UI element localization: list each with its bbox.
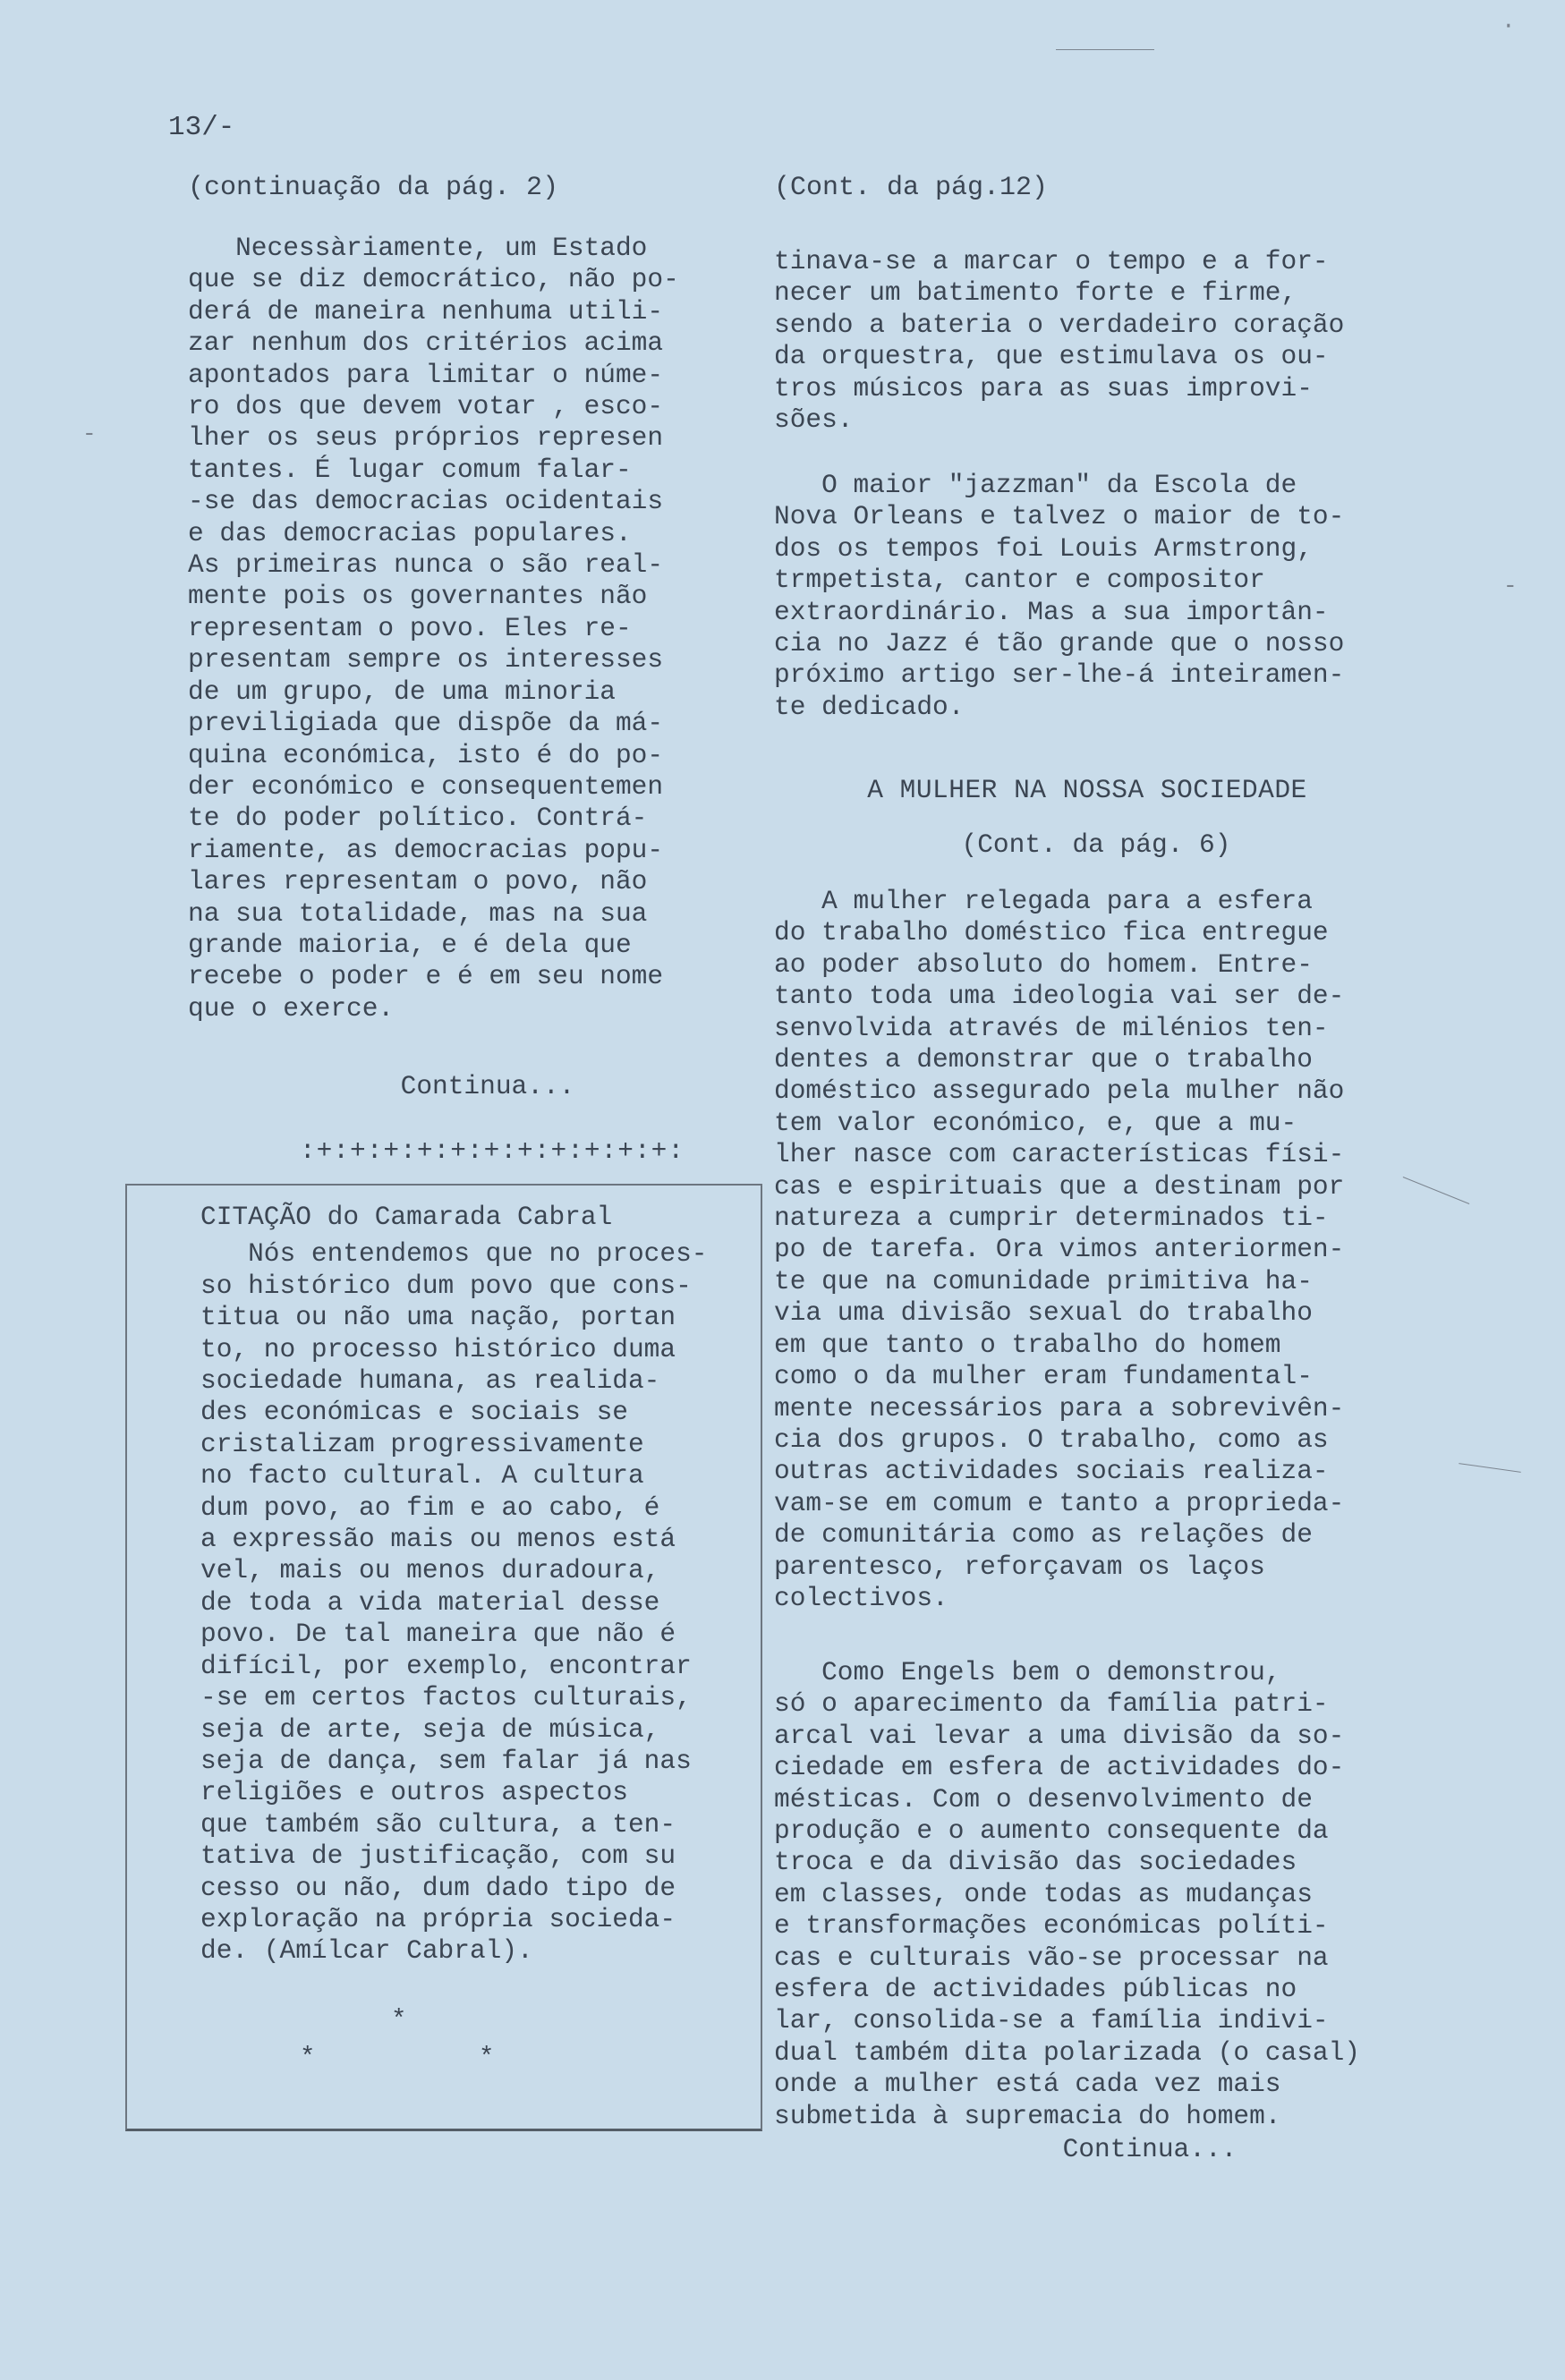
- text-line: do trabalho doméstico fica entregue: [774, 917, 1329, 948]
- quote-line: to, no processo histórico duma: [200, 1333, 676, 1364]
- text-line: Como Engels bem o demonstrou,: [774, 1657, 1281, 1687]
- text-line: Nova Orleans e talvez o maior de to-: [774, 501, 1345, 532]
- jazz-paragraph-2: [774, 470, 1454, 723]
- quote-line: -se em certos factos culturais,: [200, 1682, 692, 1713]
- text-line: extraordinário. Mas a sua importân-: [774, 596, 1329, 627]
- text-line: próximo artigo ser-lhe-á inteiramen-: [774, 659, 1345, 691]
- text-line: Necessàriamente, um Estado: [188, 233, 648, 263]
- text-line: grande maioria, e é dela que: [188, 929, 632, 960]
- text-line: ao poder absoluto do homem. Entre-: [774, 948, 1313, 980]
- text-line: via uma divisão sexual do trabalho: [774, 1297, 1313, 1329]
- text-line: arcal vai levar a uma divisão da so-: [774, 1720, 1345, 1751]
- text-line: mésticas. Com o desenvolvimento de: [774, 1783, 1313, 1815]
- right-margin-mark: -: [1503, 573, 1518, 599]
- text-line: que o exerce.: [188, 992, 395, 1024]
- quote-line: religiões e outros aspectos: [200, 1777, 628, 1808]
- text-line: mente pois os governantes não: [188, 581, 648, 612]
- text-line: te que na comunidade primitiva ha-: [774, 1265, 1313, 1296]
- text-line: A mulher relegada para a esfera: [774, 886, 1313, 916]
- text-line: te do poder político. Contrá-: [188, 803, 648, 834]
- text-line: As primeiras nunca o são real-: [188, 549, 664, 581]
- text-line: doméstico assegurado pela mulher não: [774, 1075, 1345, 1107]
- quote-line: des económicas e sociais se: [200, 1397, 628, 1428]
- quote-line: no facto cultural. A cultura: [200, 1460, 644, 1492]
- text-line: dual também dita polarizada (o casal): [774, 2036, 1361, 2068]
- text-line: colectivos.: [774, 1582, 948, 1613]
- text-line: quina económica, isto é do po-: [188, 739, 664, 770]
- quote-line: difícil, por exemplo, encontrar: [200, 1650, 692, 1681]
- right-continua: [774, 2133, 1400, 2165]
- top-margin-mark: [1056, 49, 1154, 50]
- jazz-text-1: [774, 246, 1454, 436]
- text-line: ro dos que devem votar , esco-: [188, 391, 664, 422]
- jazz-text-2: [774, 470, 1454, 723]
- text-line: necer um batimento forte e firme,: [774, 277, 1297, 309]
- jazz-paragraph-1: [774, 246, 1454, 436]
- quote-line: que também são cultura, a ten-: [200, 1808, 676, 1840]
- text-line: presentam sempre os interesses: [188, 644, 664, 676]
- quote-line: exploração na própria socieda-: [200, 1903, 676, 1934]
- text-line: submetida à supremacia do homem.: [774, 2100, 1281, 2131]
- text-line: previligiada que dispõe da má-: [188, 708, 664, 739]
- text-line: em que tanto o trabalho do homem: [774, 1329, 1281, 1360]
- quote-line: dum povo, ao fim e ao cabo, é: [200, 1492, 660, 1523]
- text-line: em classes, onde todas as mudanças: [774, 1878, 1313, 1909]
- text-line: riamente, as democracias popu-: [188, 834, 664, 865]
- quote-line: cesso ou não, dum dado tipo de: [200, 1872, 676, 1903]
- left-continuation-ref: [188, 172, 761, 204]
- text-line: tros músicos para as suas improvi-: [774, 372, 1313, 404]
- text-line: derá de maneira nenhuma utili-: [188, 295, 664, 327]
- text-line: ciedade em esfera de actividades do-: [774, 1752, 1345, 1783]
- text-line: da orquestra, que estimulava os ou-: [774, 341, 1329, 372]
- text-line: vam-se em comum e tanto a proprieda-: [774, 1487, 1345, 1518]
- text-line: como o da mulher eram fundamental-: [774, 1361, 1313, 1392]
- quote-line: cristalizam progressivamente: [200, 1428, 644, 1459]
- quote-line: tativa de justificação, com su: [200, 1840, 676, 1872]
- page-number: 13/-: [168, 112, 235, 143]
- star-top: *: [391, 2005, 407, 2035]
- text-line: der económico e consequentemen: [188, 770, 664, 802]
- text-line: po de tarefa. Ora vimos anteriormen-: [774, 1234, 1345, 1265]
- text-line: de comunitária como as relações de: [774, 1519, 1313, 1551]
- text-line: que se diz democrático, não po-: [188, 264, 679, 295]
- continuation-reference: (continuação da pág. 2): [188, 173, 559, 203]
- text-line: apontados para limitar o núme-: [188, 359, 664, 390]
- continua-label: Continua...: [1062, 2134, 1238, 2164]
- text-line: e das democracias populares.: [188, 517, 632, 548]
- text-line: lher os seus próprios represen: [188, 422, 664, 454]
- continuation-reference: (Cont. da pág.12): [774, 173, 1049, 203]
- text-line: lares representam o povo, não: [188, 866, 648, 897]
- text-line: senvolvida através de milénios ten-: [774, 1012, 1329, 1043]
- quote-line: de toda a vida material desse: [200, 1586, 660, 1618]
- article-paragraph-2: [774, 1657, 1454, 2132]
- text-line: sões.: [774, 404, 854, 436]
- text-line: -se das democracias ocidentais: [188, 486, 664, 517]
- left-margin-mark: -: [82, 421, 97, 447]
- quote-line: a expressão mais ou menos está: [200, 1524, 676, 1555]
- text-line: cia dos grupos. O trabalho, como as: [774, 1424, 1329, 1455]
- text-line: esfera de actividades públicas no: [774, 1974, 1297, 2005]
- quote-line: seja de arte, seja de música,: [200, 1713, 660, 1745]
- left-separator: [188, 1135, 761, 1167]
- quote-line: de. (Amílcar Cabral).: [200, 1935, 533, 1967]
- text-line: tem valor económico, e, que a mu-: [774, 1107, 1297, 1138]
- text-line: representam o povo. Eles re-: [188, 612, 632, 643]
- article-title: A MULHER NA NOSSA SOCIEDADE: [867, 775, 1307, 805]
- left-continua: [188, 1070, 761, 1102]
- article-paragraph-1: [774, 886, 1454, 1614]
- text-line: natureza a cumprir determinados ti-: [774, 1203, 1329, 1234]
- text-line: trmpetista, cantor e compositor: [774, 565, 1265, 596]
- democracy-paragraph: [188, 233, 761, 1024]
- quote-title: CITAÇÃO do Camarada Cabral: [200, 1202, 613, 1232]
- quote-line: titua ou não uma nação, portan: [200, 1302, 676, 1333]
- star-left: *: [300, 2043, 316, 2072]
- quote-content: [200, 1202, 755, 1968]
- text-line: tanto toda uma ideologia vai ser de-: [774, 981, 1345, 1012]
- text-line: e transformações económicas políti-: [774, 1910, 1329, 1942]
- article-text-2: [774, 1657, 1454, 2132]
- article-reference: (Cont. da pág. 6): [961, 829, 1231, 860]
- separator-line: :+:+:+:+:+:+:+:+:+:+:+:: [299, 1135, 685, 1166]
- text-line: O maior "jazzman" da Escola de: [774, 470, 1297, 500]
- text-line: outras actividades sociais realiza-: [774, 1456, 1329, 1487]
- quote-line: povo. De tal maneira que não é: [200, 1619, 676, 1650]
- article-heading: [774, 775, 1400, 861]
- quote-line: sociedade humana, as realida-: [200, 1365, 660, 1397]
- text-line: zar nenhum dos critérios acima: [188, 327, 664, 359]
- text-line: lar, consolida-se a família indivi-: [774, 2005, 1329, 2036]
- text-line: cia no Jazz é tão grande que o nosso: [774, 628, 1345, 659]
- text-line: sendo a bateria o verdadeiro coração: [774, 309, 1345, 340]
- text-line: dentes a demonstrar que o trabalho: [774, 1044, 1313, 1075]
- text-line: troca e da divisão das sociedades: [774, 1847, 1297, 1878]
- text-line: cas e espirituais que a destinam por: [774, 1170, 1345, 1202]
- text-line: produção e o aumento consequente da: [774, 1815, 1329, 1847]
- text-line: tinava-se a marcar o tempo e a for-: [774, 246, 1329, 276]
- text-line: na sua totalidade, mas na sua: [188, 897, 648, 929]
- text-line: onde a mulher está cada vez mais: [774, 2069, 1281, 2100]
- quote-text: [200, 1238, 755, 1967]
- margin-mark: [1459, 1463, 1520, 1473]
- quote-line: Nós entendemos que no proces-: [200, 1238, 708, 1270]
- continua-label: Continua...: [400, 1071, 575, 1101]
- corner-mark: ·: [1501, 13, 1516, 39]
- text-line: parentesco, reforçavam os laços: [774, 1551, 1265, 1582]
- quote-line: so histórico dum povo que cons-: [200, 1270, 692, 1301]
- democracy-text: [188, 233, 761, 1024]
- text-line: recebe o poder e é em seu nome: [188, 961, 664, 992]
- quote-line: vel, mais ou menos duradoura,: [200, 1555, 660, 1586]
- star-right: *: [479, 2043, 495, 2072]
- text-line: lher nasce com características físi-: [774, 1139, 1345, 1170]
- quote-box: [125, 1184, 762, 2131]
- text-line: só o aparecimento da família patri-: [774, 1688, 1329, 1720]
- text-line: mente necessários para a sobrevivên-: [774, 1392, 1345, 1424]
- text-line: de um grupo, de uma minoria: [188, 676, 616, 707]
- text-line: cas e culturais vão-se processar na: [774, 1942, 1329, 1973]
- text-line: te dedicado.: [774, 691, 965, 722]
- right-continuation-ref: [774, 172, 1454, 204]
- article-text-1: [774, 886, 1454, 1614]
- text-line: dos os tempos foi Louis Armstrong,: [774, 532, 1313, 564]
- text-line: tantes. É lugar comum falar-: [188, 454, 632, 485]
- quote-line: seja de dança, sem falar já nas: [200, 1745, 692, 1776]
